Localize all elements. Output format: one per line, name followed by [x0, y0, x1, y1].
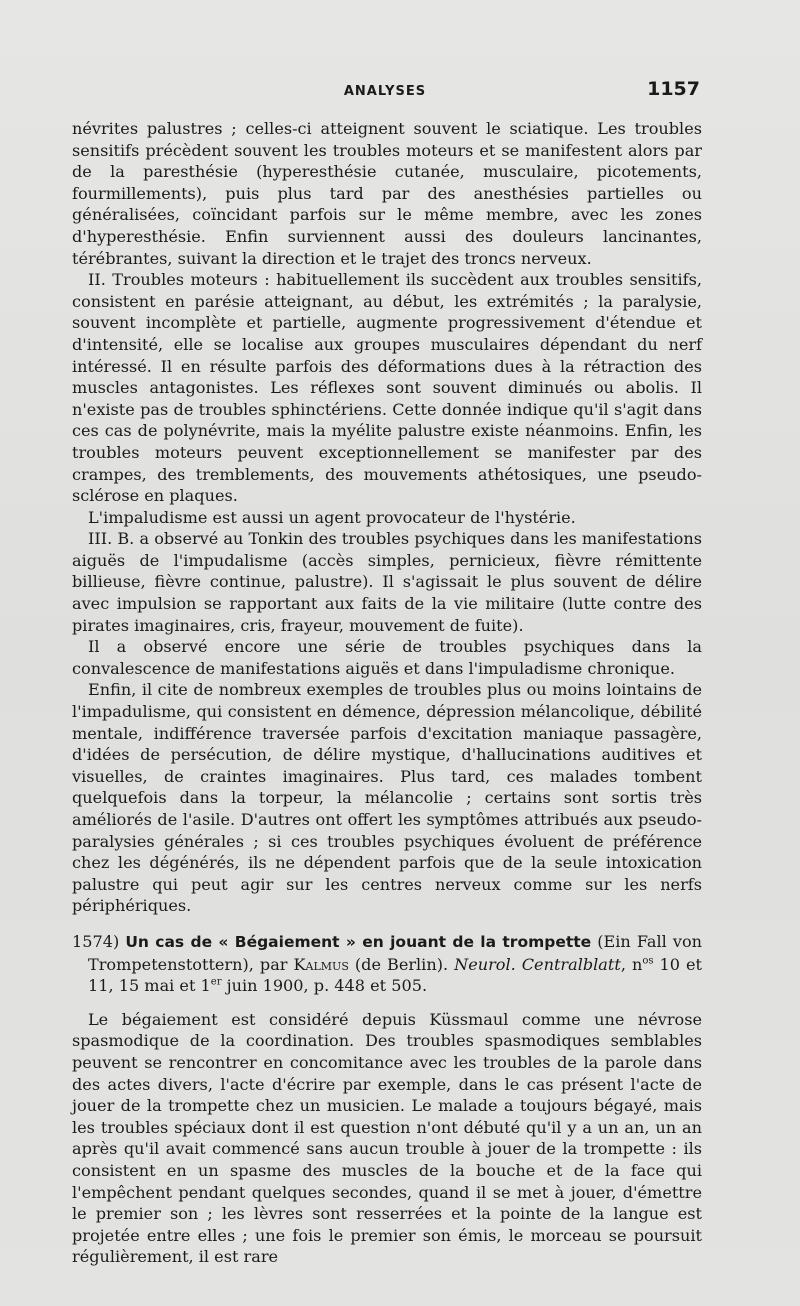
paragraph-stuttering: Le bégaiement est considéré depuis Küssmaul comme une névrose spasmodique de la coordination. Des troubles spasmodiques semblables peuvent se rencontrer en concomitance avec les troubles de la parole dans des actes divers, l'acte d'écrire par exemple, dans le cas présent l'acte de jouer de la trompette chez un musicien. Le malade a toujours bégayé, mais les troubles spéciaux dont il est question n'ont débuté qu'il y a un an, un an après qu'il avait commencé sans aucun trouble à jouer de la trompette : ils consistent en un spasme des muscles de la bouche et de la face qui l'empêchent pendant quelques secondes, quand il se met à jouer, d'émettre le premier son ; les lèvres sont resserrées et la pointe de la langue est projetée entre elles ; une fois le premier son émis, le morceau se poursuit régulièrement, il est rare	[72, 1009, 702, 1267]
entry-issue-sup: os	[642, 955, 654, 967]
entry-number: 1574)	[72, 931, 120, 951]
paragraph-psychic-troubles: III. B. a observé au Tonkin des troubles psychiques dans les manifestations aiguës de l'impudalisme (accès simples, pernicieux, fièvre rémittente billieuse, fièvre continue, palustre). Il s'agissait le plus souvent de délire avec impulsion se rapportant aux faits de la vie militaire (lutte contre des pirates imaginaires, cris, frayeur, mouvement de fuite).	[72, 529, 702, 635]
paragraph-continuation: névrites palustres ; celles-ci atteignent souvent le sciatique. Les troubles sensitifs précèdent souvent les troubles moteurs et se manifestent alors par de la paresthésie (hyperesthésie cutanée, musculaire, picotements, fourmillements), puis plus tard par des anesthésies partielles ou généralisées, coïncidant parfois sur le même membre, avec les zones d'hyperesthésie. Enfin surviennent aussi des douleurs lancinantes, térébrantes, suivant la direction et le trajet des troncs nerveux.	[72, 119, 702, 268]
paragraph-examples: Enfin, il cite de nombreux exemples de troubles plus ou moins lointains de l'impadulisme, qui consistent en démence, dépression mélancolique, débilité mentale, indifférence traversée parfois d'excitation maniaque passagère, d'idées de persécution, de délire mystique, d'hallucinations auditives et visuelles, de craintes imaginaires. Plus tard, ces malades tombent quelquefois dans la torpeur, la mélancolie ; certains sont sortis très améliorés de l'asile. D'autres ont offert les symptômes attribués aux pseudo-paralysies générales ; si ces troubles psychiques évoluent de préférence chez les dégénérés, ils ne dépendent parfois que de la seule intoxication palustre qui peut agir sur les centres nerveux comme sur les nerfs périphériques.	[72, 680, 702, 916]
entry-date-sup: er	[210, 976, 222, 988]
entry-author: Kalmus	[293, 954, 349, 974]
paragraph-hysteria: L'impaludisme est aussi un agent provocateur de l'hystérie.	[88, 507, 576, 527]
running-head: ANALYSES	[343, 84, 427, 99]
page-number: 1157	[647, 78, 700, 100]
entry-issue-b: 10 et 11, 15 mai et 1	[88, 954, 702, 996]
paragraph-motor-troubles: II. Troubles moteurs : habituellement ils succèdent aux troubles sensitifs, consistent en parésie atteignant, au début, les extrémités ; la paralysie, souvent incomplète et partielle, augmente progressivement d'étendue et d'intensité, elle se localise aux groupes musculaires dépendant du nerf intéressé. Il en résulte parfois des déformations dues à la rétraction des muscles antagonistes. Les réflexes sont souvent diminués ou abolis. Il n'existe pas de troubles sphinctériens. Cette donnée indique qu'il s'agit dans ces cas de polynévrite, mais la myélite palustre existe néanmoins. Enfin, les troubles moteurs peuvent exceptionnellement se manifester par des crampes, des tremblements, des mouvements athétosiques, une pseudo-sclérose en plaques.	[72, 270, 702, 506]
bibliographic-entry	[72, 931, 702, 997]
entry-issue-a: , n	[620, 954, 643, 974]
entry-issue-c: juin 1900, p. 448 et 505.	[221, 976, 428, 996]
page-header	[70, 78, 700, 108]
entry-title: Un cas de « Bégaiement » en jouant de la trompette	[125, 932, 592, 951]
paragraph-convalescence: Il a observé encore une série de troubles psychiques dans la convalescence de manifestations aiguës et dans l'impuladisme chronique.	[72, 637, 702, 678]
entry-original-title: (Ein Fall von Trompetenstottern), par	[88, 931, 702, 974]
body-text	[72, 118, 702, 1268]
entry-author-origin: (de Berlin).	[354, 954, 449, 974]
entry-journal: Neurol. Centralblatt	[454, 954, 621, 974]
